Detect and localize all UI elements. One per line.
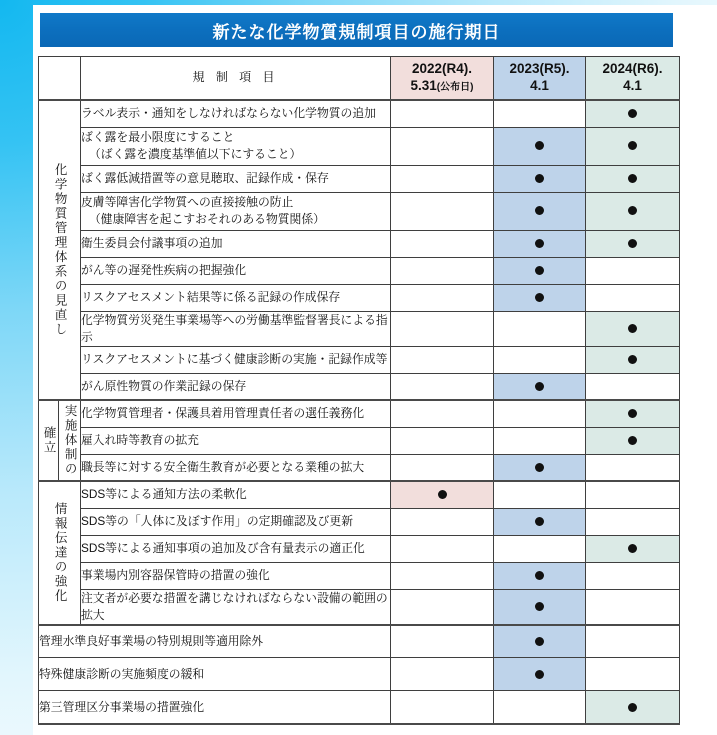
category-label: 化学物質管理体系の見直し <box>39 100 81 400</box>
mark-2022 <box>391 100 494 127</box>
mark-2024 <box>586 535 680 562</box>
mark-2023 <box>494 127 586 165</box>
schedule-table-wrapper <box>38 56 679 725</box>
table-row <box>39 535 680 562</box>
mark-2024 <box>586 373 680 400</box>
mark-2024 <box>586 400 680 427</box>
mark-dot <box>535 293 544 302</box>
rule-item: SDS等の「人体に及ぼす作用」の定期確認及び更新 <box>81 508 391 535</box>
mark-dot <box>628 141 637 150</box>
mark-2023 <box>494 284 586 311</box>
rule-item: SDS等による通知方法の柔軟化 <box>81 481 391 508</box>
table-row <box>39 346 680 373</box>
table-row <box>39 427 680 454</box>
mark-2022 <box>391 257 494 284</box>
mark-2023 <box>494 230 586 257</box>
table-row <box>39 508 680 535</box>
mark-2022 <box>391 230 494 257</box>
mark-2024 <box>586 127 680 165</box>
rule-item: SDS等による通知事項の追加及び含有量表示の適正化 <box>81 535 391 562</box>
mark-2024 <box>586 625 680 658</box>
mark-2022 <box>391 373 494 400</box>
mark-dot <box>535 266 544 275</box>
mark-dot <box>535 463 544 472</box>
mark-2022 <box>391 427 494 454</box>
rule-item: 化学物質労災発生事業場等への労働基準監督署長による指示 <box>81 311 391 346</box>
mark-2023 <box>494 625 586 658</box>
category-label: 情報伝達の強化 <box>39 481 81 625</box>
table-row <box>39 625 680 658</box>
mark-2024 <box>586 192 680 230</box>
mark-2024 <box>586 311 680 346</box>
mark-dot <box>535 571 544 580</box>
schedule-table-body <box>39 57 680 724</box>
mark-2023 <box>494 257 586 284</box>
mark-2023 <box>494 311 586 346</box>
mark-2022 <box>391 658 494 691</box>
table-row <box>39 589 680 625</box>
table-row <box>39 658 680 691</box>
mark-dot <box>628 174 637 183</box>
mark-2022 <box>391 311 494 346</box>
rule-item: 雇入れ時等教育の拡充 <box>81 427 391 454</box>
rule-item: リスクアセスメント結果等に係る記録の作成保存 <box>81 284 391 311</box>
table-row <box>39 230 680 257</box>
mark-2024 <box>586 691 680 724</box>
mark-2024 <box>586 589 680 625</box>
table-row <box>39 562 680 589</box>
table-row <box>39 311 680 346</box>
mark-dot <box>438 490 447 499</box>
mark-2023 <box>494 373 586 400</box>
mark-2024 <box>586 230 680 257</box>
mark-dot <box>535 637 544 646</box>
mark-2022 <box>391 284 494 311</box>
rule-item: 事業場内別容器保管時の措置の強化 <box>81 562 391 589</box>
rule-item: ばく露低減措置等の意見聴取、記録作成・保存 <box>81 165 391 192</box>
mark-2023 <box>494 691 586 724</box>
table-row <box>39 454 680 481</box>
mark-2024 <box>586 481 680 508</box>
rule-item: 管理水準良好事業場の特別規則等適用除外 <box>39 625 391 658</box>
mark-2024 <box>586 284 680 311</box>
table-header-row <box>39 57 680 101</box>
mark-dot <box>628 703 637 712</box>
header-year-2023: 2023(R5). 4.1 <box>494 57 586 101</box>
table-row <box>39 100 680 127</box>
mark-2023 <box>494 658 586 691</box>
mark-2024 <box>586 257 680 284</box>
rule-item: がん原性物質の作業記録の保存 <box>81 373 391 400</box>
table-row <box>39 373 680 400</box>
mark-2023 <box>494 346 586 373</box>
mark-2023 <box>494 589 586 625</box>
mark-2023 <box>494 481 586 508</box>
table-row <box>39 284 680 311</box>
mark-dot <box>628 544 637 553</box>
mark-2022 <box>391 625 494 658</box>
mark-2023 <box>494 400 586 427</box>
mark-dot <box>628 409 637 418</box>
category-label: 実施体制の <box>59 400 81 481</box>
mark-2022 <box>391 165 494 192</box>
table-row <box>39 127 680 165</box>
mark-dot <box>535 174 544 183</box>
mark-dot <box>535 382 544 391</box>
mark-dot <box>535 517 544 526</box>
mark-2023 <box>494 427 586 454</box>
rule-item: 第三管理区分事業場の措置強化 <box>39 691 391 724</box>
table-row <box>39 481 680 508</box>
rule-item: 特殊健康診断の実施頻度の緩和 <box>39 658 391 691</box>
rule-item: ラベル表示・通知をしなければならない化学物質の追加 <box>81 100 391 127</box>
mark-2024 <box>586 165 680 192</box>
page-title: 新たな化学物質規制項目の施行期日 <box>40 13 673 47</box>
mark-2024 <box>586 346 680 373</box>
rule-item: 衛生委員会付議事項の追加 <box>81 230 391 257</box>
header-year-2024: 2024(R6). 4.1 <box>586 57 680 101</box>
mark-dot <box>628 239 637 248</box>
mark-2022 <box>391 127 494 165</box>
schedule-table <box>38 56 680 725</box>
table-row <box>39 400 680 427</box>
table-row <box>39 192 680 230</box>
rule-item: 注文者が必要な措置を講じなければならない設備の範囲の拡大 <box>81 589 391 625</box>
mark-2023 <box>494 100 586 127</box>
mark-dot <box>628 206 637 215</box>
mark-2023 <box>494 454 586 481</box>
mark-2024 <box>586 658 680 691</box>
mark-2023 <box>494 165 586 192</box>
mark-dot <box>535 670 544 679</box>
mark-2023 <box>494 192 586 230</box>
mark-dot <box>628 436 637 445</box>
table-row <box>39 165 680 192</box>
mark-2024 <box>586 427 680 454</box>
rule-item: リスクアセスメントに基づく健康診断の実施・記録作成等 <box>81 346 391 373</box>
mark-2022 <box>391 691 494 724</box>
mark-2022 <box>391 192 494 230</box>
mark-2023 <box>494 562 586 589</box>
mark-dot <box>535 239 544 248</box>
mark-2022 <box>391 508 494 535</box>
mark-2024 <box>586 454 680 481</box>
table-row <box>39 691 680 724</box>
mark-2022 <box>391 535 494 562</box>
header-year-2022: 2022(R4). 5.31(公布日) <box>391 57 494 101</box>
rule-item: 皮膚等障害化学物質への直接接触の防止 （健康障害を起こすおそれのある物質関係） <box>81 192 391 230</box>
mark-dot <box>628 324 637 333</box>
mark-2022 <box>391 346 494 373</box>
mark-2022 <box>391 454 494 481</box>
rule-item: ばく露を最小限度にすること （ばく露を濃度基準値以下にすること） <box>81 127 391 165</box>
mark-dot <box>628 355 637 364</box>
header-category-blank <box>39 57 81 101</box>
mark-2022 <box>391 562 494 589</box>
mark-2023 <box>494 508 586 535</box>
rule-item: 職長等に対する安全衛生教育が必要となる業種の拡大 <box>81 454 391 481</box>
mark-2024 <box>586 100 680 127</box>
mark-dot <box>628 109 637 118</box>
mark-2022 <box>391 400 494 427</box>
mark-2024 <box>586 562 680 589</box>
category-label-secondary: 確立 <box>39 400 59 481</box>
table-row <box>39 257 680 284</box>
rule-item: 化学物質管理者・保護具着用管理責任者の選任義務化 <box>81 400 391 427</box>
mark-2024 <box>586 508 680 535</box>
rule-item: がん等の遅発性疾病の把握強化 <box>81 257 391 284</box>
mark-2022 <box>391 589 494 625</box>
mark-dot <box>535 602 544 611</box>
mark-2023 <box>494 535 586 562</box>
header-item: 規 制 項 目 <box>81 57 391 101</box>
mark-dot <box>535 141 544 150</box>
mark-2022 <box>391 481 494 508</box>
mark-dot <box>535 206 544 215</box>
